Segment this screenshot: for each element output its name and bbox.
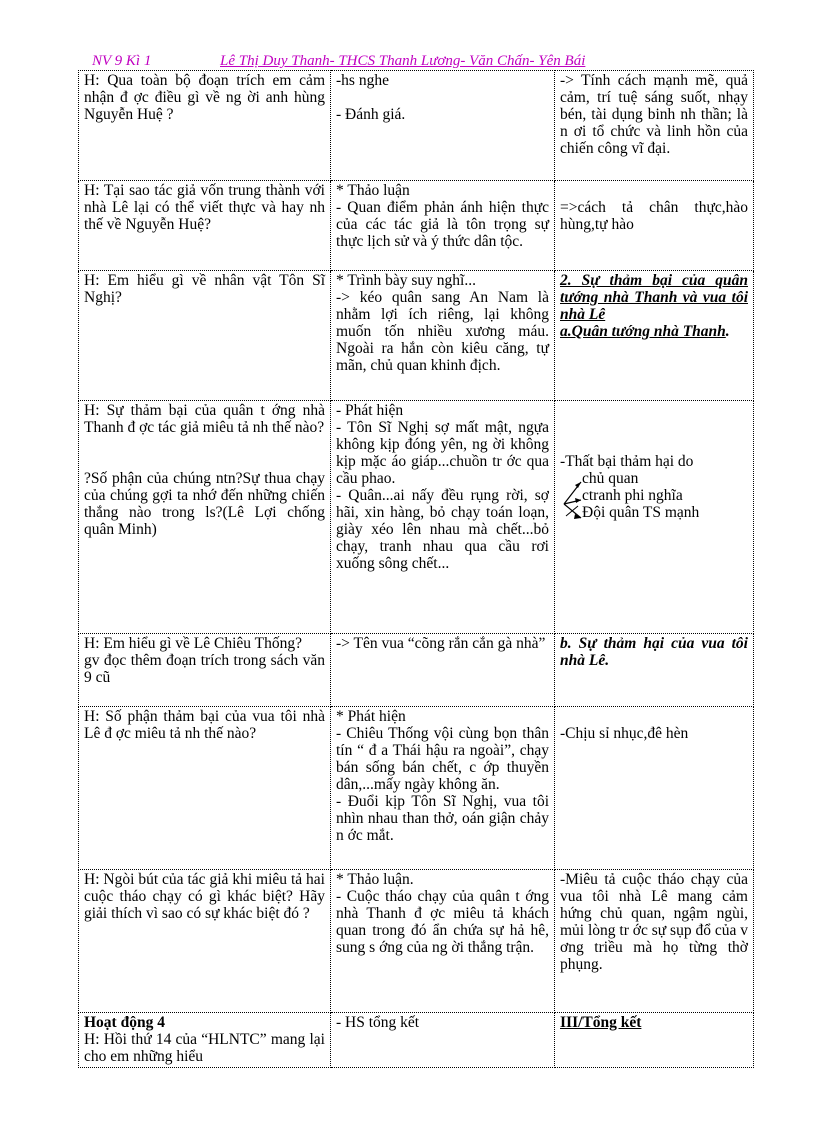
teacher-activity-cell: H: Sự thảm bại của quân t ớng nhà Thanh đ ợc tác giả miêu tả nh thế nào? ?Số phận của chúng ntn?Sự thua chạy của chúng gợi ta nhớ đến những chiến thắng nào trong ls?(Lê Lợi chống quân Minh) — [79, 401, 331, 634]
content-cell: -> Tính cách mạnh mẽ, quả cảm, trí tuệ sáng suốt, nhạy bén, tài dụng binh nh thần; là n ơi tổ chức và linh hồn của chiến công vĩ đại. — [555, 71, 754, 181]
content-cell: -Miêu tả cuộc tháo chạy của vua tôi nhà Lê mang cảm hứng chủ quan, ngậm ngùi, mủi lòng tr ớc sự sụp đổ của v ơng triều mà họ từng thờ phụng. — [555, 870, 754, 1013]
content-cell: 2. Sự thảm bại của quân tướng nhà Thanh và vua tôi nhà Lê a.Quân tướng nhà Thanh. — [555, 271, 754, 401]
table-row — [79, 707, 754, 870]
cause-item: chủ quan — [582, 470, 639, 487]
lesson-table — [78, 70, 754, 1068]
teacher-activity-cell: H: Ngòi bút của tác giả khi miêu tả hai cuộc tháo chạy có gì khác biệt? Hãy giải thích vì sao có sự khác biệt đó ? — [79, 870, 331, 1013]
teacher-activity-cell: H: Số phận thảm bại của vua tôi nhà Lê đ ợc miêu tả nh thế nào? — [79, 707, 331, 870]
table-row — [79, 870, 754, 1013]
content-cell: -Thất bại thảm hại do chủ quan ctranh phi nghĩa Đội quân TS mạnh — [555, 401, 754, 634]
student-activity-cell: -hs nghe - Đánh giá. — [331, 71, 555, 181]
table-row — [79, 401, 754, 634]
table-row — [79, 181, 754, 271]
subsection-heading: b. Sự thảm hại của vua tôi nhà Lê — [560, 635, 748, 669]
table-row — [79, 271, 754, 401]
teacher-activity-cell: H: Em hiểu gì về nhân vật Tôn Sĩ Nghị? — [79, 271, 331, 401]
table-row — [79, 1013, 754, 1068]
teacher-activity-cell: H: Tại sao tác giả vốn trung thành với nhà Lê lại có thể viết thực và hay nh thế về Nguyễn Huệ? — [79, 181, 331, 271]
teacher-activity-cell: H: Em hiểu gì về Lê Chiêu Thống? gv đọc thêm đoạn trích trong sách văn 9 cũ — [79, 634, 331, 707]
cause-item: Đội quân TS mạnh — [582, 504, 700, 521]
content-cell: -Chịu sỉ nhục,đê hèn — [555, 707, 754, 870]
student-activity-cell: * Trình bày suy nghĩ... -> kéo quân sang An Nam là nhằm lợi ích riêng, lại không muốn tốn nhiều xương máu. Ngoài ra hắn còn kiêu căng, tự mãn, chủ quan khinh địch. — [331, 271, 555, 401]
student-activity-cell: - HS tổng kết — [331, 1013, 555, 1068]
header-author: Lê Thị Duy Thanh- THCS Thanh Lương- Văn Chấn- Yên Bái — [220, 53, 586, 69]
student-activity-cell: * Thảo luận - Quan điểm phản ánh hiện thực của các tác giả là tôn trọng sự thực lịch sử và ý thức dân tộc. — [331, 181, 555, 271]
content-cell: b. Sự thảm hại của vua tôi nhà Lê. — [555, 634, 754, 707]
activity-heading: Hoạt động 4 — [84, 1014, 165, 1031]
section-heading: III/Tổng kết — [560, 1014, 642, 1031]
table-row — [79, 71, 754, 181]
subsection-heading: a.Quân tướng nhà Thanh — [560, 323, 726, 340]
student-activity-cell: * Thảo luận. - Cuộc tháo chạy của quân t ớng nhà Thanh đ ợc miêu tả khách quan trong đó ẩn chứa sự hả hê, sung s ớng của ng ời thắng trận. — [331, 870, 555, 1013]
branch-arrows-icon — [562, 472, 584, 524]
table-row — [79, 634, 754, 707]
cause-list — [560, 470, 748, 521]
header-course: NV 9 Kì 1 — [92, 53, 152, 69]
student-activity-cell: * Phát hiện - Chiêu Thống vội cùng bọn thân tín “ đ a Thái hậu ra ngoài”, chạy bán sống bán chết, c ớp thuyền dân,...mấy ngày không ăn. - Đuổi kịp Tôn Sĩ Nghị, vua tôi nhìn nhau than thở, oán giận chảy n ớc mắt. — [331, 707, 555, 870]
content-cell — [555, 1013, 754, 1068]
student-activity-cell: - Phát hiện - Tôn Sĩ Nghị sợ mất mật, ngựa không kịp đóng yên, ng ời không kịp mặc áo giáp...chuồn tr ớc qua cầu phao. - Quân...ai nấy đều rụng rời, sợ hãi, xin hàng, bỏ chạy toán loạn, giày xéo lên nhau mà chết...bỏ chạy, tranh nhau qua cầu rơi xuống sông chết... — [331, 401, 555, 634]
student-activity-cell: -> Tên vua “cõng rắn cắn gà nhà” — [331, 634, 555, 707]
teacher-activity-cell: Hoạt động 4 H: Hồi thứ 14 của “HLNTC” mang lại cho em những hiểu — [79, 1013, 331, 1068]
content-cell: =>cách tả chân thực,hào hùng,tự hào — [555, 181, 754, 271]
teacher-activity-cell: H: Qua toàn bộ đoạn trích em cảm nhận đ ợc điều gì về ng ời anh hùng Nguyễn Huệ ? — [79, 71, 331, 181]
section-heading: 2. Sự thảm bại của quân tướng nhà Thanh và vua tôi nhà Lê — [560, 272, 748, 323]
cause-item: ctranh phi nghĩa — [582, 487, 683, 504]
